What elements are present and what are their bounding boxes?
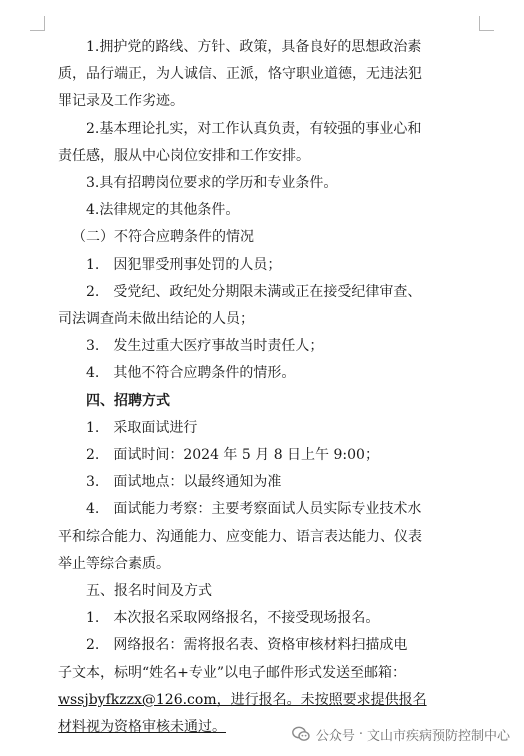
paragraph-line: 罪记录及工作劣迹。 [58, 93, 184, 110]
wechat-watermark [292, 722, 510, 746]
paragraph-line: 质，品行端正，为人诚信、正派，恪守职业道德，无违法犯 [58, 66, 422, 83]
section-heading: 五、报名时间及方式 [86, 583, 212, 600]
document-body [58, 34, 458, 741]
watermark-separator: · [358, 726, 363, 742]
paragraph-line: 举止等综合素质。 [58, 555, 170, 572]
email-link[interactable]: wssjbyfkzzx@126.com [58, 691, 217, 708]
paragraph-line: 1.拥护党的路线、方针、政策，具备良好的思想政治素 [86, 39, 422, 55]
paragraph-line: 责任感，服从中心岗位安排和工作安排。 [58, 147, 310, 164]
list-item: 1. 因犯罪受刑事处罚的人员； [86, 256, 282, 273]
list-item: 4. 其他不符合应聘条件的情形。 [86, 365, 296, 382]
paragraph-line [58, 687, 458, 714]
paragraph-line: 子文本，标明“姓名+专业”以电子邮件形式发送至邮箱： [58, 664, 407, 681]
watermark-prefix: 公众号 [315, 728, 355, 744]
list-item: 4. 面试能力考察：主要考察面试人员实际专业技术水 [86, 501, 422, 518]
paragraph-text: 材料视为资格审核未通过。 [58, 719, 226, 736]
list-item: 1. 采取面试进行 [86, 419, 198, 436]
paragraph-text: ，进行报名。未按照要求提供报名 [216, 691, 427, 708]
paragraph-line: 司法调查尚未做出结论的人员； [58, 311, 254, 328]
list-item: 2. 面试时间：2024 年 5 月 8 日上午 9:00； [86, 447, 379, 464]
list-item: 3. 面试地点：以最终通知为准 [86, 474, 282, 491]
paragraph-line: 2.基本理论扎实，对工作认真负责，有较强的事业心和 [86, 120, 422, 137]
paragraph-line: 平和综合能力、沟通能力、应变能力、语言表达能力、仪表 [58, 528, 422, 545]
page-corner-mark-left [30, 16, 45, 31]
list-item: 1. 本次报名采取网络报名，不接受现场报名。 [86, 610, 380, 627]
wechat-official-account-icon [292, 726, 310, 742]
list-item: 2. 网络报名：需将报名表、资格审核材料扫描成电 [86, 637, 408, 654]
list-item: 3. 发生过重大医疗事故当时责任人； [86, 338, 324, 355]
section-heading: 四、招聘方式 [86, 392, 170, 409]
paragraph-line: 4.法律规定的其他条件。 [86, 202, 240, 219]
watermark-account-name: 文山市疾病预防控制中心 [366, 728, 510, 744]
section-subheading: （二）不符合应聘条件的情况 [72, 229, 254, 246]
list-item: 2. 受党纪、政纪处分期限未满或正在接受纪律审查、 [86, 283, 422, 300]
paragraph-line: 3.具有招聘岗位要求的学历和专业条件。 [86, 175, 338, 192]
page-corner-mark-right [479, 16, 494, 31]
